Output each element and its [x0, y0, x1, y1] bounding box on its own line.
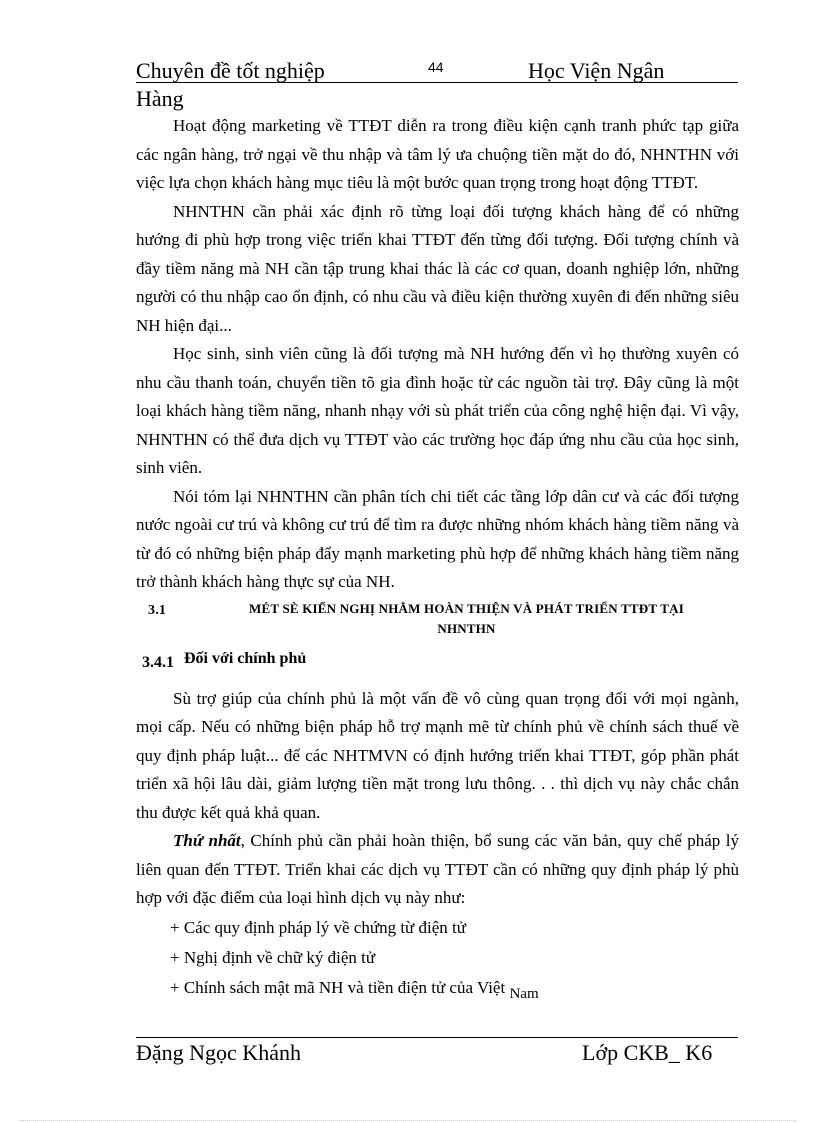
header-institution-wrap: Hàng: [136, 86, 184, 111]
footer-class: Lớp CKB_ K6: [582, 1040, 713, 1065]
list-item-tail: Nam: [509, 985, 539, 1002]
paragraph-text: , Chính phủ cần phải hoàn thiện, bổ sung các văn bản, quy chế pháp lý liên quan đến TTĐT. Triển khai các dịch vụ TTĐT cần có những quy định pháp lý phù hợp với đặc điểm của loại hình dịch vụ này như:: [136, 831, 739, 907]
paragraph: NHNTHN cần phải xác định rõ từng loại đối tượng khách hàng để có những hướng đi phù hợp trong việc triển khai TTĐT đến từng đối tượng. Đối tượng chính và đầy tiềm năng mà NH cần tập trung khai thác là các cơ quan, doanh nghiệp lớn, những người có thu nhập cao ổn định, có nhu cầu và điều kiện thường xuyên đi đến những siêu NH hiện đại...: [136, 201, 739, 335]
bullet-list: [136, 913, 739, 1004]
list-item: [136, 973, 739, 1004]
paragraph: [136, 827, 739, 913]
list-item: + Nghị định về chữ ký điện tử: [170, 947, 376, 967]
document-body: [136, 112, 739, 1004]
page-edge-divider: [20, 1120, 796, 1121]
list-item-text: + Chính sách mật mã NH và tiền điện tử của Việt: [170, 977, 506, 997]
paragraph: Học sinh, sinh viên cũng là đối tượng mà NH hướng đến vì họ thường xuyên có nhu cầu thanh toán, chuyển tiền tõ gia đình hoặc từ các nguồn tài trợ. Đây cũng là một loại khách hàng tiềm năng, nhanh nhạy với sù phát triển của công nghệ hiện đại. Vì vậy, NHNTHN có thể đưa dịch vụ TTĐT vào các trường học đáp ứng nhu cầu của học sinh, sinh viên.: [136, 344, 739, 477]
section-heading: [136, 597, 739, 641]
paragraph-lead: Thứ nhất: [173, 831, 241, 850]
subsection-title: Đối với chính phủ: [184, 649, 307, 667]
subsection-heading: [136, 647, 739, 677]
paragraph: Hoạt động marketing về TTĐT diễn ra trong điều kiện cạnh tranh phức tạp giữa các ngân hàng, trở ngại về thu nhập và tâm lý ưa chuộng tiền mặt do đó, NHNTHN với việc lựa chọn khách hàng mục tiêu là một bước quan trọng trong hoạt động TTĐT.: [136, 116, 739, 192]
section-title-line-2: NHNTHN: [437, 620, 496, 636]
footer-author: Đặng Ngọc Khánh: [136, 1040, 301, 1065]
header-rule: [136, 82, 738, 83]
list-item: + Các quy định pháp lý về chứng từ điện tử: [170, 917, 466, 937]
header-institution: Học Viện Ngân: [528, 58, 665, 83]
page-number: 44: [428, 59, 444, 75]
section-number: 3.1: [148, 602, 167, 618]
section-title-line-1: MÉT SÈ KIẾN NGHỊ NHẰM HOÀN THIỆN VÀ PHÁT TRIỂN TTĐT TẠI: [249, 600, 684, 616]
footer-rule: [136, 1037, 738, 1038]
paragraph: Nói tóm lại NHNTHN cần phân tích chi tiết các tầng lớp dân cư và các đối tượng nước ngoài cư trú và không cư trú để tìm ra được những nhóm khách hàng tiềm năng và từ đó có những biện pháp đẩy mạnh marketing phù hợp để những khách hàng tiềm năng trở thành khách hàng thực sự của NH.: [136, 486, 739, 591]
paragraph: Sù trợ giúp của chính phủ là một vấn đề vô cùng quan trọng đối với mọi ngành, mọi cấp. Nếu có những biện pháp hỗ trợ mạnh mẽ từ chính phủ về chính sách thuế về quy định pháp luật... để các NHTMVN có định hướng triển khai TTĐT, góp phần phát triển xã hội lâu dài, giảm lượng tiền mặt trong lưu thông. . . thì dịch vụ này chắc chắn thu được kết quả khả quan.: [136, 688, 739, 822]
header-document-type: Chuyên đề tốt nghiệp: [136, 58, 325, 83]
subsection-number: 3.4.1: [142, 653, 174, 671]
